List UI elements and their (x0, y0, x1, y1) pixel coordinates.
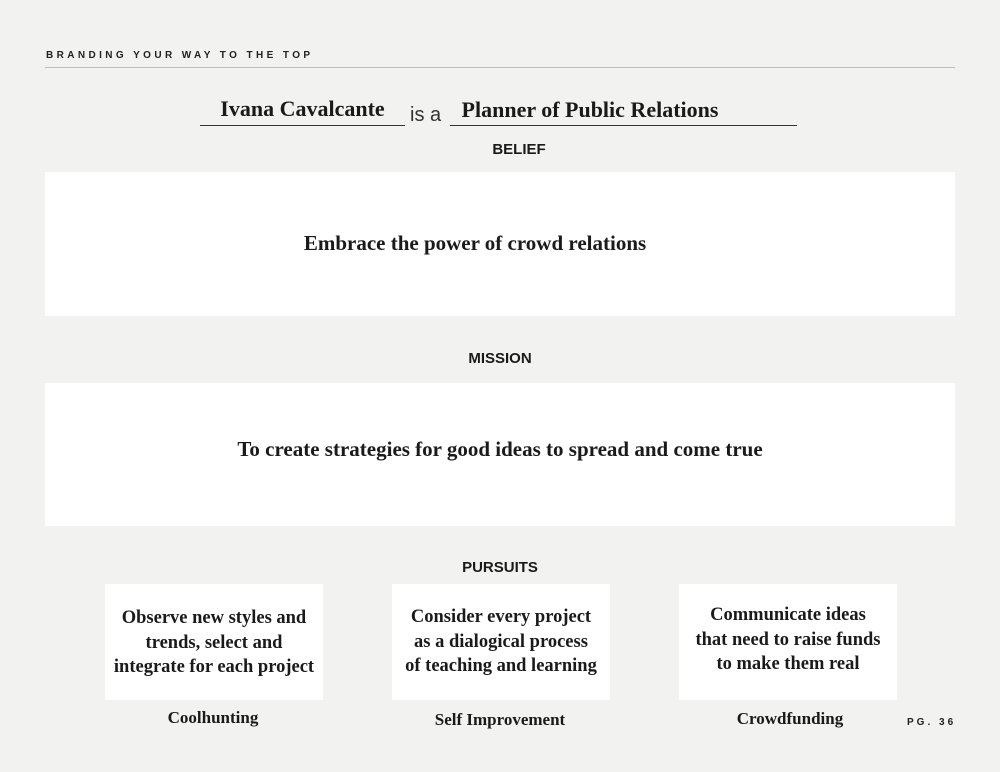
mission-box (45, 383, 955, 526)
header-divider (45, 67, 955, 68)
pursuit-caption-2: Self Improvement (434, 710, 566, 729)
page-header-title: BRANDING YOUR WAY TO THE TOP (46, 50, 314, 61)
pursuit-card-3 (679, 584, 897, 700)
pursuit-card-1 (105, 584, 323, 700)
pursuit-caption-3: Crowdfunding (736, 709, 844, 728)
role-underline (450, 125, 797, 126)
belief-label: BELIEF (492, 141, 546, 158)
pursuits-label: PURSUITS (462, 559, 538, 576)
mission-statement: To create strategies for good ideas to spread and come true (237, 437, 763, 461)
pursuit-text-2: Consider every project as a dialogical process of teaching and learning (405, 607, 597, 677)
pursuit-caption-1: Coolhunting (167, 708, 259, 727)
page-number: PG. 36 (907, 717, 957, 728)
pursuit-text-3: Communicate ideas that need to raise funds to make them real (695, 605, 881, 675)
belief-box (45, 172, 955, 316)
belief-statement: Embrace the power of crowd relations (303, 230, 647, 255)
name-underline (200, 125, 405, 126)
identity-name: Ivana Cavalcante (220, 96, 385, 121)
identity-role: Planner of Public Relations (461, 97, 719, 122)
mission-label: MISSION (468, 350, 532, 367)
identity-connector: is a (410, 104, 442, 126)
pursuit-card-2 (392, 584, 610, 700)
pursuit-text-1: Observe new styles and trends, select and integrate for each project (113, 608, 315, 678)
